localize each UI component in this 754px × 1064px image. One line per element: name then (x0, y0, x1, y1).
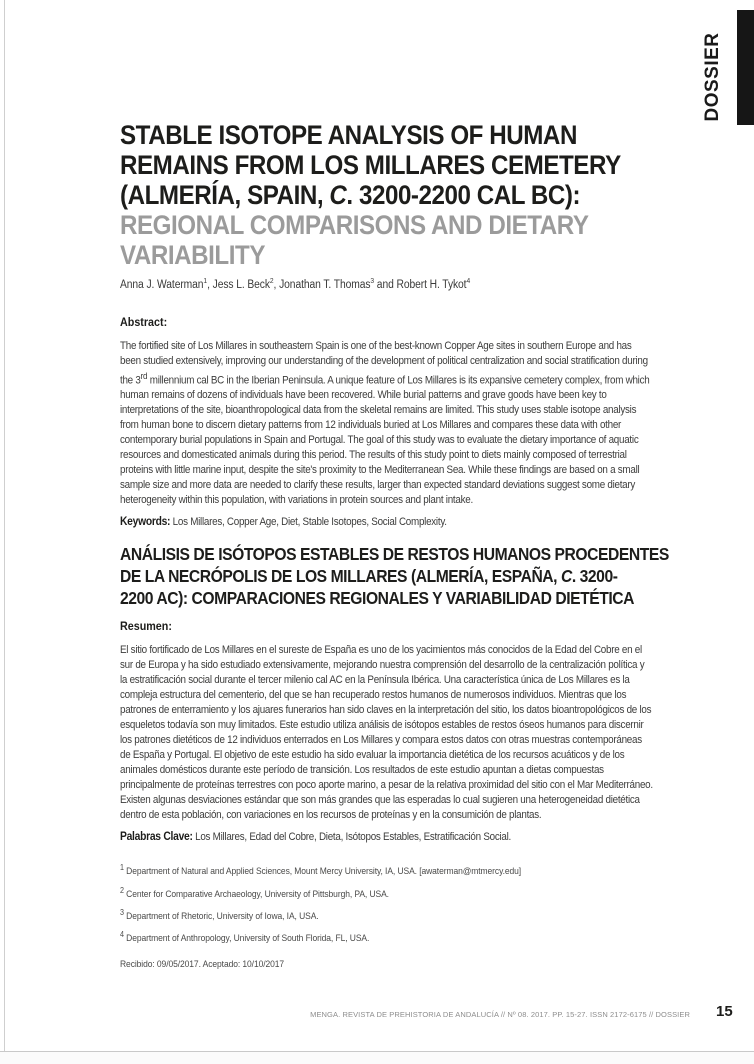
keywords-label: Keywords: (120, 516, 171, 529)
title-line-1: STABLE ISOTOPE ANALYSIS OF HUMAN (120, 120, 577, 150)
footnote-2: $^2$ Center for Comparative Archaeology, University of Pittsburgh, PA, USA. (120, 885, 389, 900)
abstract-heading: Abstract: (120, 314, 168, 329)
keywords-line (120, 515, 653, 530)
title-es-line-2: DE LA NECRÓPOLIS DE LOS MILLARES (ALMERÍA, ESPAÑA, C. 3200- (120, 566, 618, 587)
article-title-es (120, 543, 669, 609)
article-title-en (120, 120, 653, 270)
palabras-clave-label: Palabras Clave: (120, 831, 193, 844)
subtitle-line-1: REGIONAL COMPARISONS AND DIETARY (120, 210, 589, 240)
resumen-paragraph: El sitio fortificado de Los Millares en el sureste de España es uno de los yacimientos más conocidos de la Edad del Cobre en el sur de Europa y ha sido estudiado extensivamente, mejorando nuestra comprensión del desarrollo de la centralización política y la estratificación social durante el tercer milenio cal AC en la Península Ibérica. Una característica única de Los Millares es la compleja estructura del cementerio, del que se han recuperado restos humanos de numerosos individuos. Mientras que los patrones de enterramiento y los ajuares funerarios han sido claves en la interpretación del sitio, los datos bioantropológicos de los esqueletos todavía son muy limitados. Este estudio utiliza análisis de isótopos estables de restos óseos humanos para discernir los patrones dietéticos de 12 individuos enterrados en Los Millares y compara estos datos con otras muestras contemporáneas de España y Portugal. El objetivo de este estudio ha sido evaluar la importancia dietética de los recursos acuáticos y de los animales domésticos durante este período de transición. Los resultados de este estudio apuntan a dietas compuestas principalmente de proteínas terrestres con poco aporte marino, a pesar de la relativa proximidad del sitio con el Mar Mediterráneo. Existen algunas desviaciones estándar que son más grandes que las esperadas lo cual sugieren una heterogeneidad dietética dentro de esta población, con variaciones en los recursos de proteínas y en la consumición de plantas. (120, 644, 653, 822)
keywords-text: Los Millares, Copper Age, Diet, Stable Isotopes, Social Complexity. (170, 516, 447, 529)
title-es-line-3: 2200 AC): COMPARACIONES REGIONALES Y VARIABILIDAD DIETÉTICA (120, 588, 635, 609)
dossier-tab-bar (737, 10, 754, 125)
title-line-2: REMAINS FROM LOS MILLARES CEMETERY (120, 150, 621, 180)
article-content-column (120, 120, 669, 971)
title-es-line-1: ANÁLISIS DE ISÓTOPOS ESTABLES DE RESTOS HUMANOS PROCEDENTES (120, 544, 669, 565)
authors-line: Anna J. Waterman$^1$, Jess L. Beck$^2$, Jonathan T. Thomas$^3$ and Robert H. Tykot$^4$ (120, 276, 471, 291)
footnote-3: $^3$ Department of Rhetoric, University of Iowa, IA, USA. (120, 907, 319, 922)
footnotes-block (120, 859, 653, 948)
palabras-clave-text: Los Millares, Edad del Cobre, Dieta, Isótopos Estables, Estratificación Social. (192, 831, 511, 844)
dossier-section-label: DOSSIER (702, 32, 723, 122)
abstract-paragraph: The fortified site of Los Millares in southeastern Spain is one of the best-known Copper Age sites in southern Europe and has been studied extensively, improving our understanding of the development of political centralization and social stratification during the 3rd millennium cal BC in the Iberian Peninsula. A unique feature of Los Millares is its expansive cemetery complex, from which human remains of dozens of individuals have been recovered. While burial patterns and grave goods have been key to interpretations of the site, bioanthropological data from the skeletal remains are limited. This study uses stable isotope analysis from human bone to discern dietary patterns from 12 individuals buried at Los Millares and compares these data with other contemporary burial populations in Spain and Portugal. The goal of this study was to evaluate the dietary importance of aquatic resources and domesticated animals during this period. The results of this study point to diets mainly composed of terrestrial proteins with little marine input, despite the site's proximity to the Mediterranean Sea. While these findings are based on a small sample size and more data are needed to clarify these results, larger than expected standard deviations suggest some dietary heterogeneity within this population, with variations in protein sources and plant intake. (120, 339, 650, 507)
ordinal-superscript: rd (140, 370, 148, 381)
footnote-1: $^1$ Department of Natural and Applied Sciences, Mount Mercy University, IA, USA. [awaterman@mtmercy.edu] (120, 863, 522, 878)
received-accepted-line: Recibido: 09/05/2017. Aceptado: 10/10/2017 (120, 959, 285, 971)
page-number: 15 (716, 1003, 733, 1020)
resumen-heading: Resumen: (120, 619, 172, 634)
page-margin-area (0, 1052, 754, 1064)
journal-footer-line: MENGA. REVISTA DE PREHISTORIA DE ANDALUCÍA // Nº 08. 2017. PP. 15-27. ISSN 2172-6175 // DOSSIER (310, 1010, 690, 1019)
title-line-3: (ALMERÍA, SPAIN, C. 3200-2200 CAL BC): (120, 180, 581, 210)
palabras-clave-line (120, 830, 653, 845)
footnote-4: $^4$ Department of Anthropology, University of South Florida, FL, USA. (120, 929, 370, 945)
page-left-edge (4, 0, 5, 1051)
subtitle-line-2: VARIABILITY (120, 240, 265, 270)
